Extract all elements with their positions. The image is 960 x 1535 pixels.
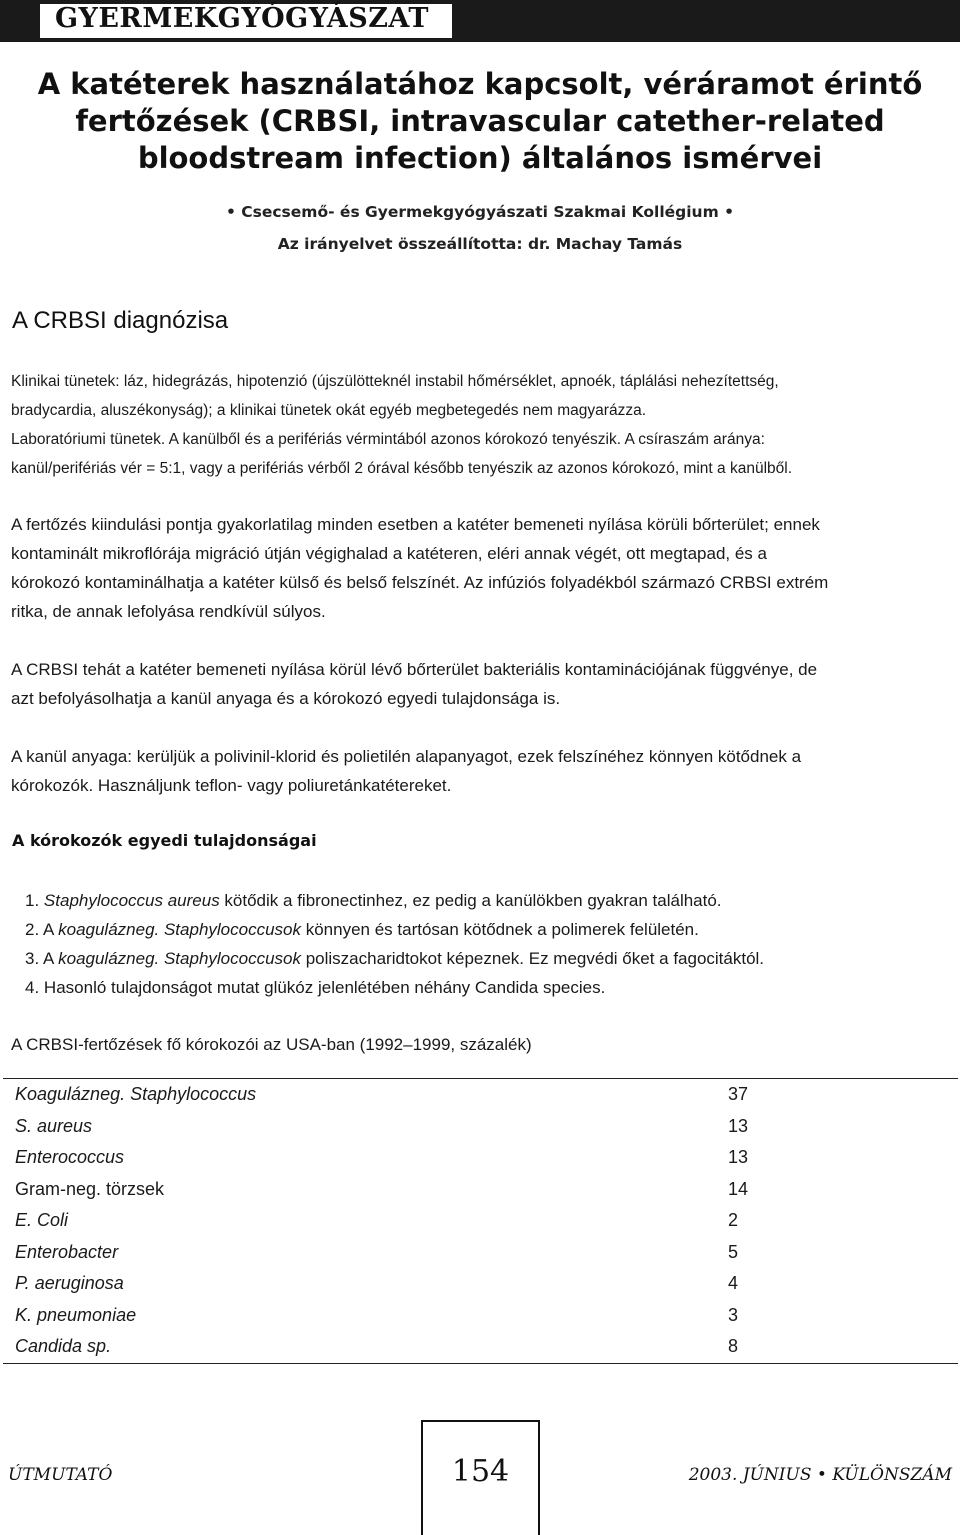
text-line: bradycardia, aluszékonyság); a klinikai tünetek okát egyéb megbetegedés nem magyarázza. [11,402,647,419]
text-line: kórokozó kontaminálhatja a katéter külső és belső felszínét. Az infúziós folyadékból származó CRBSI extrém [11,573,829,592]
table-row [3,1111,958,1143]
text-line: kontaminált mikroflórája migráció útján végighalad a katéteren, eléri annak végét, ott megtapad, és a [11,544,767,563]
list-item [25,886,945,915]
pathogens-heading: A kórokozók egyedi tulajdonságai [12,831,317,850]
table-row [3,1174,958,1206]
list-text: kötődik a fibronectinhez, ez pedig a kanülökben gyakran található. [219,891,722,910]
pathogen-name: Koagulázneg. Staphylococcus [15,1084,257,1105]
table-row [3,1268,958,1300]
paragraph-crbsi-dependency [11,655,951,713]
paragraph-infection-origin [11,510,951,626]
table-row [3,1331,958,1363]
text-line: Klinikai tünetek: láz, hidegrázás, hipotenzió (újszülötteknél instabil hőmérséklet, apnoék, táplálási nehezítettség, [11,373,779,390]
pathogen-name: K. pneumoniae [15,1304,137,1325]
pathogen-percent: 2 [728,1210,739,1231]
pathogen-percent: 4 [728,1273,739,1294]
article-title [0,66,960,177]
list-text: könnyen és tartósan kötődnek a polimerek felületén. [301,920,699,939]
pathogen-name: P. aeruginosa [15,1273,124,1294]
pathogen-percent: 13 [728,1115,749,1136]
footer-publication: ÚTMUTATÓ [8,1465,113,1485]
table-row [3,1079,958,1111]
page-number: 154 [451,1454,510,1489]
text-line: A fertőzés kiindulási pontja gyakorlatilag minden esetben a katéter bemeneti nyílása körüli bőrterület; ennek [11,515,820,534]
section-heading: A CRBSI diagnózisa [12,307,229,334]
pathogen-percent: 13 [728,1147,749,1168]
title-line-3: bloodstream infection) általános ismérvei [137,141,823,175]
list-text: Hasonló tulajdonságot mutat glükóz jelenlétében néhány Candida species. [43,978,606,997]
pathogen-name: Enterococcus [15,1147,125,1168]
table-row [3,1237,958,1269]
table-row [3,1205,958,1237]
list-item [25,944,945,973]
article-subtitle: • Csecsemő- és Gyermekgyógyászati Szakmai Kollégium • [225,203,735,221]
text-line: kanül/perifériás vér = 5:1, vagy a perifériás vérből 2 órával később tenyészik az azonos kórokozó, mint a kanülből. [11,460,793,477]
pathogen-name: S. aureus [15,1115,93,1136]
text-line: kórokozók. Használjunk teflon- vagy poliuretánkatétereket. [11,776,452,795]
text-line: A kanül anyaga: kerüljük a polivinil-klorid és polietilén alapanyagot, ezek felszínéhez könnyen kötődnek a [11,747,802,766]
pathogen-name: Enterobacter [15,1241,119,1262]
paragraph-diagnosis [11,367,951,483]
pathogen-table [3,1078,958,1364]
paragraph-cannula-material [11,742,951,800]
title-line-2: fertőzések (CRBSI, intravascular catether-related [75,104,885,138]
table-row [3,1142,958,1174]
pathogen-percent: 8 [728,1336,739,1357]
list-number: 3. [25,949,40,968]
pathogen-percent: 5 [728,1241,739,1262]
pathogen-percent: 3 [728,1304,739,1325]
pathogen-name: E. Coli [15,1210,69,1231]
list-number: 4. [25,978,40,997]
pathogen-properties-list [25,886,945,1002]
footer-issue: 2003. JÚNIUS • KÜLÖNSZÁM [688,1465,952,1485]
list-italic-text: koagulázneg. Staphylococcusok [58,949,301,968]
text-line: A CRBSI tehát a katéter bemeneti nyílása körül lévő bőrterület bakteriális kontaminációjának függvénye, de [11,660,818,679]
list-item [25,973,945,1002]
list-italic-text: koagulázneg. Staphylococcusok [58,920,301,939]
text-line: azt befolyásolhatja a kanül anyaga és a kórokozó egyedi tulajdonsága is. [11,689,561,708]
list-item [25,915,945,944]
list-text: poliszacharidtokot képeznek. Ez megvédi őket a fagocitáktól. [301,949,765,968]
title-line-1: A katéterek használatához kapcsolt, véráramot érintő [37,67,923,101]
pathogen-percent: 37 [728,1084,749,1105]
text-line: ritka, de annak lefolyása rendkívül súlyos. [11,602,326,621]
pathogen-name: Gram-neg. törzsek [15,1178,165,1199]
list-text: A [42,920,59,939]
list-number: 1. [25,891,40,910]
pathogen-name: Candida sp. [15,1336,112,1357]
list-number: 2. [25,920,40,939]
table-row [3,1300,958,1332]
text-line: Laboratóriumi tünetek. A kanülből és a perifériás vérmintából azonos kórokozó tenyészik. A csíraszám aránya: [11,431,765,448]
table-caption: A CRBSI-fertőzések fő kórokozói az USA-ban (1992–1999, százalék) [11,1035,532,1054]
page-number-box [421,1420,540,1535]
author-line: Az irányelvet összeállította: dr. Machay Tamás [277,235,683,253]
list-italic-text: Staphylococcus aureus [43,891,220,910]
list-text: A [42,949,59,968]
section-title: GYERMEKGYÓGYÁSZAT [55,3,429,34]
pathogen-percent: 14 [728,1178,749,1199]
